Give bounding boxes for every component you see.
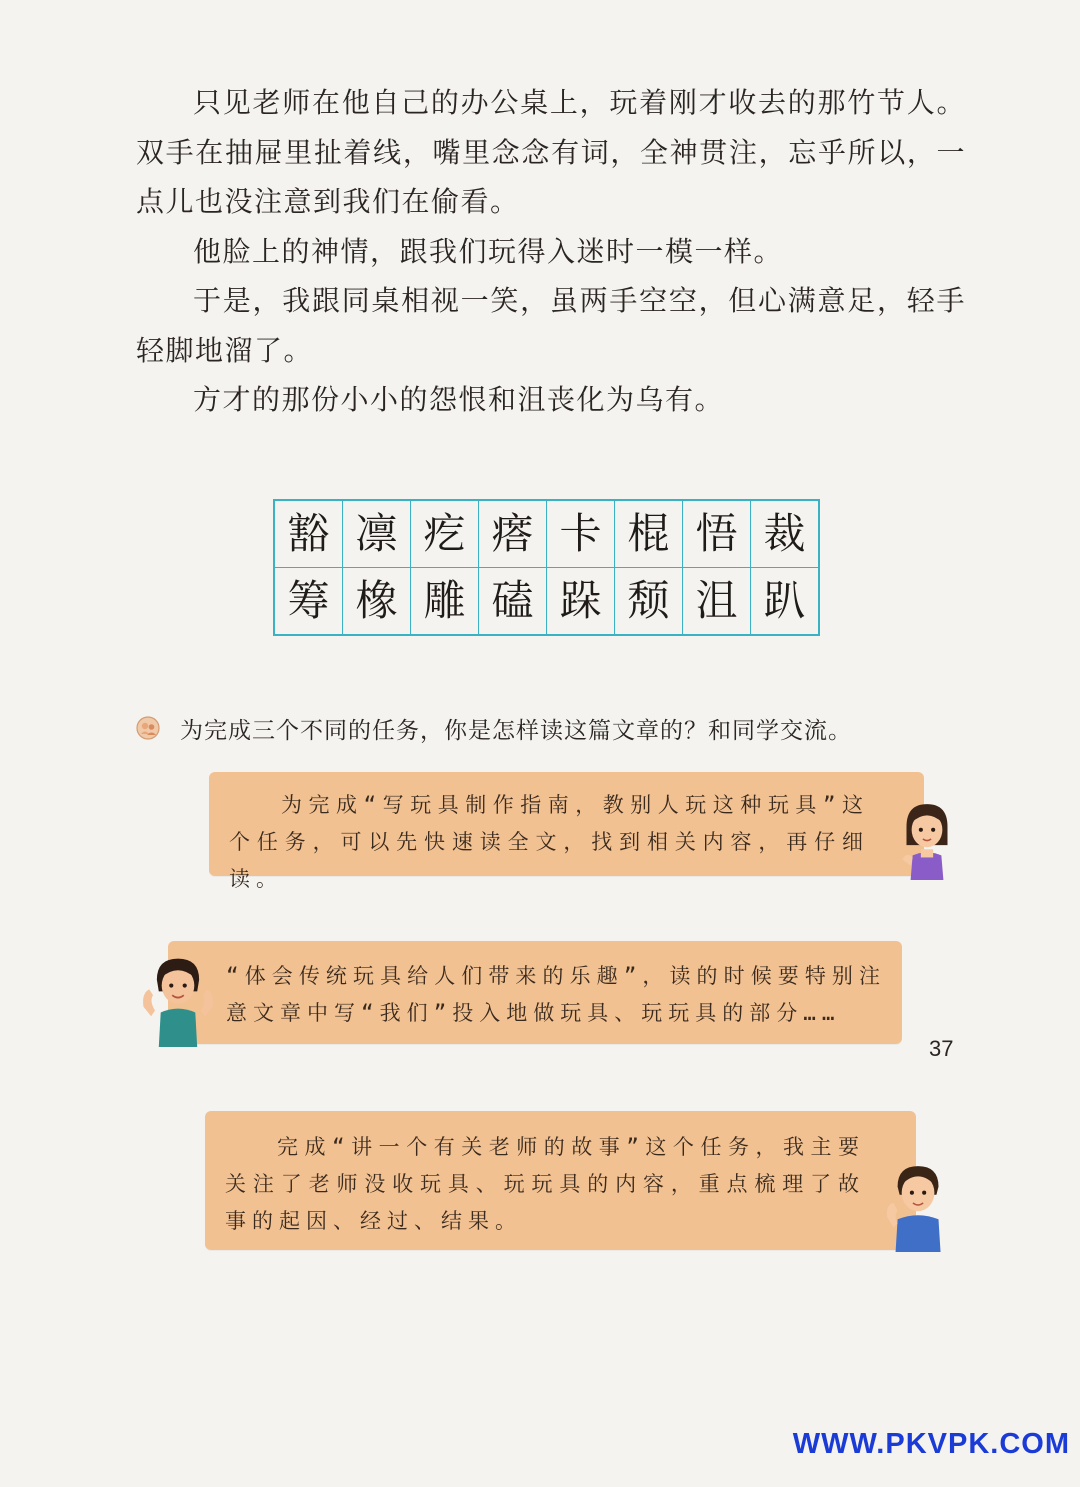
character-cell: 沮: [683, 568, 751, 636]
character-cell: 橡: [343, 568, 411, 636]
character-cell: 颓: [615, 568, 683, 636]
character-cell: 雕: [411, 568, 479, 636]
paragraph-1: 只见老师在他自己的办公桌上，玩着刚才收去的那竹节人。双手在抽屉里扯着线，嘴里念念有词，全神贯注，忘乎所以，一点儿也没注意到我们在偷看。: [136, 86, 966, 218]
character-cell: 棍: [615, 500, 683, 568]
character-cell: 磕: [479, 568, 547, 636]
character-row-2: [274, 568, 819, 636]
character-cell: 凛: [343, 500, 411, 568]
paragraph-2: 他脸上的神情，跟我们玩得入迷时一模一样。: [193, 234, 784, 268]
character-cell: 豁: [274, 500, 343, 568]
boy-glasses-avatar-icon: [884, 1160, 948, 1252]
speech-card-3: [205, 1111, 916, 1250]
speech-card-2: [168, 941, 902, 1044]
character-cell: 瘩: [479, 500, 547, 568]
character-cell: 裁: [751, 500, 820, 568]
character-cell: 趴: [751, 568, 820, 636]
character-grid: [273, 499, 820, 636]
question-text: 为完成三个不同的任务，你是怎样读这篇文章的？和同学交流。: [180, 717, 852, 744]
discussion-question: [136, 712, 852, 744]
paragraph-3: 于是，我跟同桌相视一笑，虽两手空空，但心满意足，轻手轻脚地溜了。: [136, 284, 966, 367]
speech-card-text: 为完成“写玩具制作指南，教别人玩这种玩具”这个任务，可以先快速读全文，找到相关内容，再仔细读。: [229, 793, 869, 891]
discussion-icon: [136, 716, 160, 740]
character-cell: 疙: [411, 500, 479, 568]
passage: [136, 78, 966, 425]
character-cell: 卡: [547, 500, 615, 568]
character-row-1: [274, 500, 819, 568]
paragraph-4: 方才的那份小小的怨恨和沮丧化为乌有。: [193, 383, 725, 416]
page-number: 37: [929, 1036, 954, 1061]
speech-card-text: 完成“讲一个有关老师的故事”这个任务，我主要关注了老师没收玩具、玩玩具的内容，重点梳理了故事的起因、经过、结果。: [225, 1135, 865, 1233]
speech-card-text: “体会传统玩具给人们带来的乐趣”，读的时候要特别注意文章中写“我们”投入地做玩具、玩玩具的部分……: [226, 964, 886, 1025]
watermark: WWW.PKVPK.COM: [792, 1428, 1070, 1460]
boy-avatar-icon: [137, 951, 219, 1047]
girl-avatar-icon: [896, 798, 958, 880]
character-cell: 悟: [683, 500, 751, 568]
character-cell: 筹: [274, 568, 343, 636]
speech-card-1: [209, 772, 924, 891]
character-cell: 跺: [547, 568, 615, 636]
